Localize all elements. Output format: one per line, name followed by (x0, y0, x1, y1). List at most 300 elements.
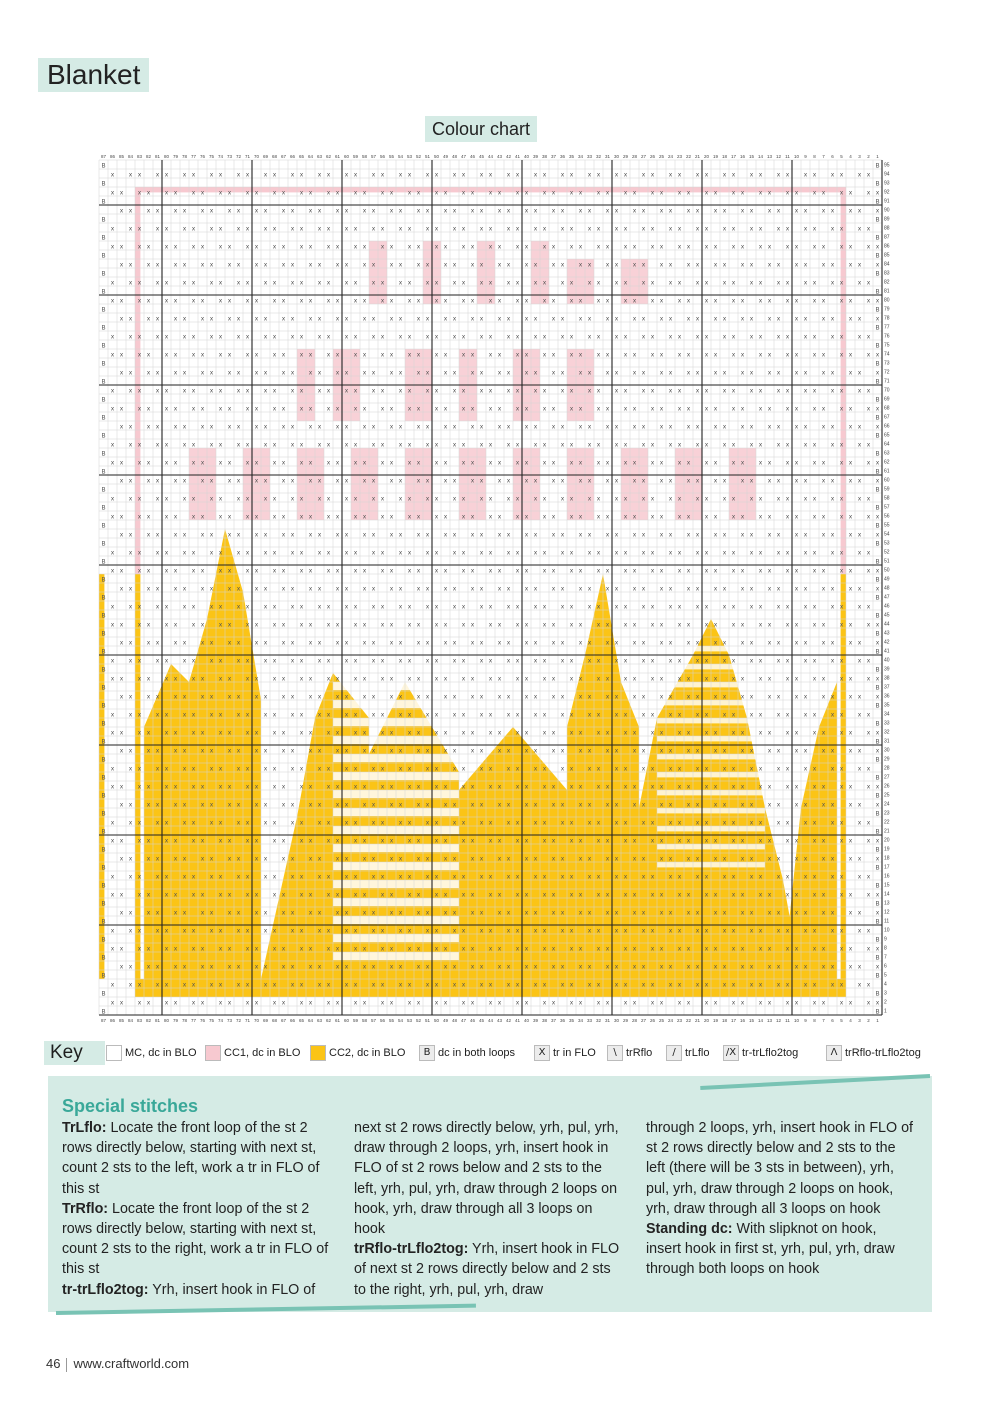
stitch-mark: x (840, 568, 844, 575)
stitch-mark: x (804, 316, 808, 323)
column-number-bottom: 66 (290, 1018, 296, 1023)
stitch-mark: x (768, 514, 772, 521)
stitch-mark: x (129, 856, 133, 863)
key-label: trLflo (685, 1047, 709, 1059)
stitch-mark: x (534, 424, 538, 431)
stitch-mark: x (246, 946, 250, 953)
both-loops-mark: B (101, 505, 105, 512)
stitch-mark: x (786, 946, 790, 953)
stitch-mark: x (354, 496, 358, 503)
stitch-mark: x (615, 694, 619, 701)
stitch-mark: x (534, 604, 538, 611)
stitch-mark: x (813, 388, 817, 395)
stitch-mark: x (687, 730, 691, 737)
stitch-mark: x (462, 982, 466, 989)
stitch-mark: x (669, 388, 673, 395)
stitch-mark: x (543, 496, 547, 503)
stitch-mark: x (399, 262, 403, 269)
stitch-mark: x (741, 316, 745, 323)
stitch-mark: x (129, 478, 133, 485)
both-loops-mark: B (101, 739, 105, 746)
stitch-mark: x (750, 694, 754, 701)
stitch-mark: x (318, 532, 322, 539)
stitch-mark: x (741, 460, 745, 467)
stitch-mark: x (786, 730, 790, 737)
stitch-mark: x (138, 460, 142, 467)
stitch-mark: x (120, 478, 124, 485)
stitch-mark: x (696, 208, 700, 215)
stitch-mark: x (831, 226, 835, 233)
stitch-mark: x (660, 532, 664, 539)
stitch-mark: x (525, 730, 529, 737)
stitch-mark: x (831, 694, 835, 701)
column-number-top: 12 (776, 154, 782, 159)
stitch-mark: x (192, 388, 196, 395)
stitch-mark: x (570, 928, 574, 935)
stitch-mark: x (183, 802, 187, 809)
stitch-mark: x (867, 712, 871, 719)
stitch-mark: x (615, 280, 619, 287)
row-number: 32 (884, 730, 890, 736)
stitch-mark: x (651, 352, 655, 359)
stitch-mark: x (498, 694, 502, 701)
both-loops-mark: B (101, 361, 105, 368)
stitch-mark: x (759, 838, 763, 845)
stitch-mark: x (633, 892, 637, 899)
stitch-mark: x (750, 874, 754, 881)
stitch-mark: x (804, 856, 808, 863)
stitch-mark: x (543, 406, 547, 413)
stitch-mark: x (318, 856, 322, 863)
stitch-mark: x (534, 280, 538, 287)
stitch-mark: x (147, 784, 151, 791)
stitch-mark: x (345, 820, 349, 827)
column-number-bottom: 39 (533, 1018, 539, 1023)
stitch-mark: x (363, 514, 367, 521)
stitch-mark: x (543, 874, 547, 881)
column-number-bottom: 54 (398, 1018, 404, 1023)
stitch-mark: x (606, 640, 610, 647)
stitch-mark: x (264, 172, 268, 179)
stitch-mark: x (111, 496, 115, 503)
both-loops-mark: B (875, 487, 879, 494)
stitch-mark: x (264, 262, 268, 269)
stitch-mark: x (120, 514, 124, 521)
stitch-mark: x (741, 424, 745, 431)
stitch-mark: x (723, 370, 727, 377)
stitch-mark: x (705, 712, 709, 719)
both-loops-mark: B (101, 595, 105, 602)
stitch-mark: x (273, 460, 277, 467)
stitch-mark: x (192, 280, 196, 287)
stitch-mark: x (408, 550, 412, 557)
both-loops-mark: B (875, 847, 879, 854)
stitch-mark: x (615, 316, 619, 323)
stitch-mark: x (273, 928, 277, 935)
stitch-mark: x (615, 928, 619, 935)
both-loops-mark: B (101, 721, 105, 728)
stitch-mark: x (795, 910, 799, 917)
stitch-mark: x (534, 874, 538, 881)
stitch-mark: x (624, 352, 628, 359)
column-number-top: 26 (650, 154, 656, 159)
stitch-mark: x (651, 784, 655, 791)
stitch-mark: x (399, 604, 403, 611)
stitch-mark: x (552, 1000, 556, 1007)
stitch-mark: x (228, 406, 232, 413)
column-number-top: 4 (849, 154, 852, 159)
stitch-mark: x (363, 460, 367, 467)
page-title: Blanket (38, 58, 149, 92)
stitch-mark: x (561, 586, 565, 593)
stitch-mark: x (282, 676, 286, 683)
stitch-mark: x (435, 676, 439, 683)
both-loops-mark: B (875, 361, 879, 368)
stitch-mark: x (732, 442, 736, 449)
stitch-mark: x (777, 586, 781, 593)
stitch-mark: x (120, 910, 124, 917)
stitch-mark: x (831, 604, 835, 611)
stitch-mark: x (498, 802, 502, 809)
both-loops-mark: B (101, 217, 105, 224)
stitch-mark: x (606, 352, 610, 359)
stitch-mark: x (687, 298, 691, 305)
stitch-mark: x (804, 532, 808, 539)
column-number-top: 1 (876, 154, 879, 159)
stitch-mark: x (435, 172, 439, 179)
stitch-mark: x (111, 244, 115, 251)
stitch-mark: x (705, 172, 709, 179)
stitch-mark: x (813, 928, 817, 935)
stitch-mark: x (579, 478, 583, 485)
column-number-bottom: 60 (344, 1018, 350, 1023)
stitch-mark: x (111, 874, 115, 881)
stitch-mark: x (219, 658, 223, 665)
stitch-mark: x (759, 352, 763, 359)
stitch-mark: x (318, 550, 322, 557)
stitch-mark: x (588, 928, 592, 935)
stitch-mark: x (291, 964, 295, 971)
website-link[interactable]: www.craftworld.com (73, 1356, 189, 1371)
column-number-top: 32 (596, 154, 602, 159)
stitch-mark: x (219, 946, 223, 953)
stitch-mark: x (768, 460, 772, 467)
stitch-mark: x (471, 946, 475, 953)
stitch-mark: x (426, 532, 430, 539)
stitch-mark: x (255, 730, 259, 737)
stitch-mark: x (453, 820, 457, 827)
stitch-mark: x (408, 946, 412, 953)
stitch-mark: x (849, 946, 853, 953)
stitch-mark: x (354, 676, 358, 683)
stitch-mark: x (165, 820, 169, 827)
stitch-mark: x (300, 172, 304, 179)
stitch-mark: x (840, 352, 844, 359)
stitch-mark: x (552, 370, 556, 377)
row-number: 23 (884, 811, 890, 817)
row-number: 3 (884, 991, 887, 997)
stitch-mark: x (291, 424, 295, 431)
stitch-mark: x (183, 982, 187, 989)
stitch-mark: x (696, 550, 700, 557)
stitch-mark: x (417, 748, 421, 755)
stitch-mark: x (633, 244, 637, 251)
stitch-mark: x (579, 964, 583, 971)
tr-flo-swatch: X (534, 1045, 550, 1061)
stitch-mark: x (381, 604, 385, 611)
stitch-mark: x (588, 712, 592, 719)
stitch-mark: x (642, 496, 646, 503)
stitch-mark: x (372, 766, 376, 773)
stitch-mark: x (633, 856, 637, 863)
stitch-mark: x (867, 676, 871, 683)
stitch-mark: x (822, 802, 826, 809)
stitch-mark: x (219, 496, 223, 503)
column-number-top: 74 (218, 154, 224, 159)
stitch-mark: x (174, 514, 178, 521)
stitch-mark: x (336, 586, 340, 593)
stitch-mark: x (498, 298, 502, 305)
stitch-mark: x (795, 802, 799, 809)
column-number-top: 14 (758, 154, 764, 159)
stitch-mark: x (750, 550, 754, 557)
stitch-mark: x (561, 820, 565, 827)
stitch-mark: x (327, 388, 331, 395)
stitch-mark: x (336, 964, 340, 971)
stitch-mark: x (696, 370, 700, 377)
stitch-mark: x (849, 424, 853, 431)
stitch-mark: x (768, 262, 772, 269)
stitch-entry (62, 1118, 330, 1199)
stitch-mark: x (138, 1000, 142, 1007)
stitch-mark: x (453, 874, 457, 881)
stitch-mark: x (363, 694, 367, 701)
column-number-top: 47 (461, 154, 467, 159)
column-number-bottom: 32 (596, 1018, 602, 1023)
stitch-mark: x (516, 946, 520, 953)
stitch-mark: x (453, 982, 457, 989)
stitch-mark: x (750, 532, 754, 539)
column-number-top: 67 (281, 154, 287, 159)
stitch-mark: x (606, 838, 610, 845)
stitch-mark: x (291, 388, 295, 395)
column-number-bottom: 4 (849, 1018, 852, 1023)
stitch-mark: x (741, 208, 745, 215)
stitch-mark: x (183, 388, 187, 395)
stitch-mark: x (633, 1000, 637, 1007)
stitch-mark: x (714, 262, 718, 269)
stitch-mark: x (237, 388, 241, 395)
stitch-mark: x (867, 298, 871, 305)
stitch-mark: x (615, 424, 619, 431)
stitch-mark: x (138, 622, 142, 629)
stitch-mark: x (201, 676, 205, 683)
stitch-mark: x (516, 244, 520, 251)
stitch-mark: x (192, 442, 196, 449)
stitch-mark: x (714, 802, 718, 809)
stitch-mark: x (291, 640, 295, 647)
stitch-mark: x (291, 712, 295, 719)
stitch-mark: x (318, 964, 322, 971)
stitch-mark: x (453, 532, 457, 539)
stitch-mark: x (516, 730, 520, 737)
key-title: Key (44, 1041, 105, 1065)
stitch-mark: x (858, 694, 862, 701)
stitch-mark: x (624, 766, 628, 773)
stitch-mark: x (174, 640, 178, 647)
stitch-mark: x (624, 244, 628, 251)
stitch-mark: x (534, 496, 538, 503)
stitch-mark: x (723, 982, 727, 989)
stitch-mark: x (687, 208, 691, 215)
column-number-top: 42 (506, 154, 512, 159)
stitch-mark: x (588, 424, 592, 431)
stitch-mark: x (831, 640, 835, 647)
stitch-mark: x (120, 586, 124, 593)
stitch-mark: x (606, 262, 610, 269)
stitch-mark: x (597, 946, 601, 953)
stitch-mark: x (732, 244, 736, 251)
stitch-mark: x (813, 604, 817, 611)
stitch-mark: x (624, 604, 628, 611)
stitch-mark: x (813, 874, 817, 881)
column-number-bottom: 25 (659, 1018, 665, 1023)
stitch-mark: x (435, 406, 439, 413)
stitch-mark: x (561, 334, 565, 341)
stitch-mark: x (840, 892, 844, 899)
stitch-mark: x (345, 172, 349, 179)
stitch-mark: x (534, 658, 538, 665)
column-number-top: 21 (695, 154, 701, 159)
stitch-mark: x (777, 766, 781, 773)
stitch-mark: x (237, 820, 241, 827)
stitch-mark: x (345, 874, 349, 881)
stitch-mark: x (399, 874, 403, 881)
stitch-mark: x (687, 694, 691, 701)
stitch-mark: x (705, 730, 709, 737)
column-number-bottom: 30 (614, 1018, 620, 1023)
stitch-mark: x (327, 568, 331, 575)
stitch-mark: x (813, 1000, 817, 1007)
stitch-mark: x (669, 766, 673, 773)
stitch-mark: x (507, 874, 511, 881)
stitch-mark: x (831, 658, 835, 665)
stitch-mark: x (435, 442, 439, 449)
stitch-mark: x (264, 604, 268, 611)
stitch-mark: x (606, 406, 610, 413)
stitch-mark: x (651, 658, 655, 665)
stitch-mark: x (822, 730, 826, 737)
stitch-mark: x (210, 280, 214, 287)
stitch-mark: x (561, 388, 565, 395)
column-number-top: 18 (722, 154, 728, 159)
stitch-mark: x (822, 316, 826, 323)
stitch-mark: x (741, 244, 745, 251)
stitch-mark: x (201, 1000, 205, 1007)
stitch-mark: x (174, 802, 178, 809)
stitch-mark: x (552, 478, 556, 485)
stitch-mark: x (651, 946, 655, 953)
stitch-mark: x (309, 730, 313, 737)
stitch-mark: x (804, 208, 808, 215)
stitch-mark: x (390, 532, 394, 539)
stitch-mark: x (300, 784, 304, 791)
stitch-mark: x (867, 190, 871, 197)
stitch-mark: x (228, 640, 232, 647)
both-loops-mark: B (875, 397, 879, 404)
stitch-mark: x (165, 352, 169, 359)
stitch-mark: x (768, 838, 772, 845)
stitch-mark: x (300, 946, 304, 953)
stitch-mark: x (354, 622, 358, 629)
stitch-mark: x (723, 820, 727, 827)
row-number: 73 (884, 361, 890, 367)
stitch-mark: x (219, 874, 223, 881)
stitch-entry (62, 1280, 330, 1300)
stitch-mark: x (408, 190, 412, 197)
stitch-mark: x (444, 190, 448, 197)
stitch-mark: x (525, 676, 529, 683)
stitch-mark: x (318, 316, 322, 323)
stitch-mark: x (111, 388, 115, 395)
stitch-mark: x (489, 676, 493, 683)
stitch-mark: x (516, 172, 520, 179)
stitch-mark: x (642, 226, 646, 233)
column-number-top: 70 (254, 154, 260, 159)
column-number-top: 25 (659, 154, 665, 159)
stitch-mark: x (669, 316, 673, 323)
stitch-mark: x (858, 280, 862, 287)
stitch-mark: x (471, 352, 475, 359)
stitch-mark: x (327, 244, 331, 251)
stitch-mark: x (354, 1000, 358, 1007)
stitch-mark: x (237, 586, 241, 593)
stitch-mark: x (615, 532, 619, 539)
stitch-mark: x (813, 676, 817, 683)
stitch-mark: x (147, 586, 151, 593)
gold-frame-left-inner (135, 574, 140, 979)
stitch-mark: x (165, 712, 169, 719)
stitch-mark: x (669, 748, 673, 755)
stitch-mark: x (570, 550, 574, 557)
stitch-mark: x (858, 478, 862, 485)
stitch-mark: x (678, 406, 682, 413)
stitch-mark: x (606, 424, 610, 431)
stitch-mark: x (246, 730, 250, 737)
stitch-mark: x (273, 766, 277, 773)
stitch-mark: x (435, 550, 439, 557)
stitch-mark: x (300, 550, 304, 557)
special-col-3 (646, 1118, 914, 1280)
stitch-mark: x (606, 586, 610, 593)
stitch-mark: x (795, 856, 799, 863)
stitch-mark: x (444, 856, 448, 863)
stitch-mark: x (480, 334, 484, 341)
stitch-mark: x (417, 676, 421, 683)
stitch-mark: x (237, 604, 241, 611)
stitch-mark: x (426, 604, 430, 611)
stitch-mark: x (444, 532, 448, 539)
stitch-mark: x (876, 532, 880, 539)
stitch-mark: x (300, 352, 304, 359)
stitch-mark: x (687, 946, 691, 953)
stitch-mark: x (525, 640, 529, 647)
stitch-mark: x (219, 244, 223, 251)
stitch-mark: x (444, 964, 448, 971)
column-number-top: 9 (804, 154, 807, 159)
stitch-mark: x (849, 622, 853, 629)
stitch-mark: x (786, 172, 790, 179)
